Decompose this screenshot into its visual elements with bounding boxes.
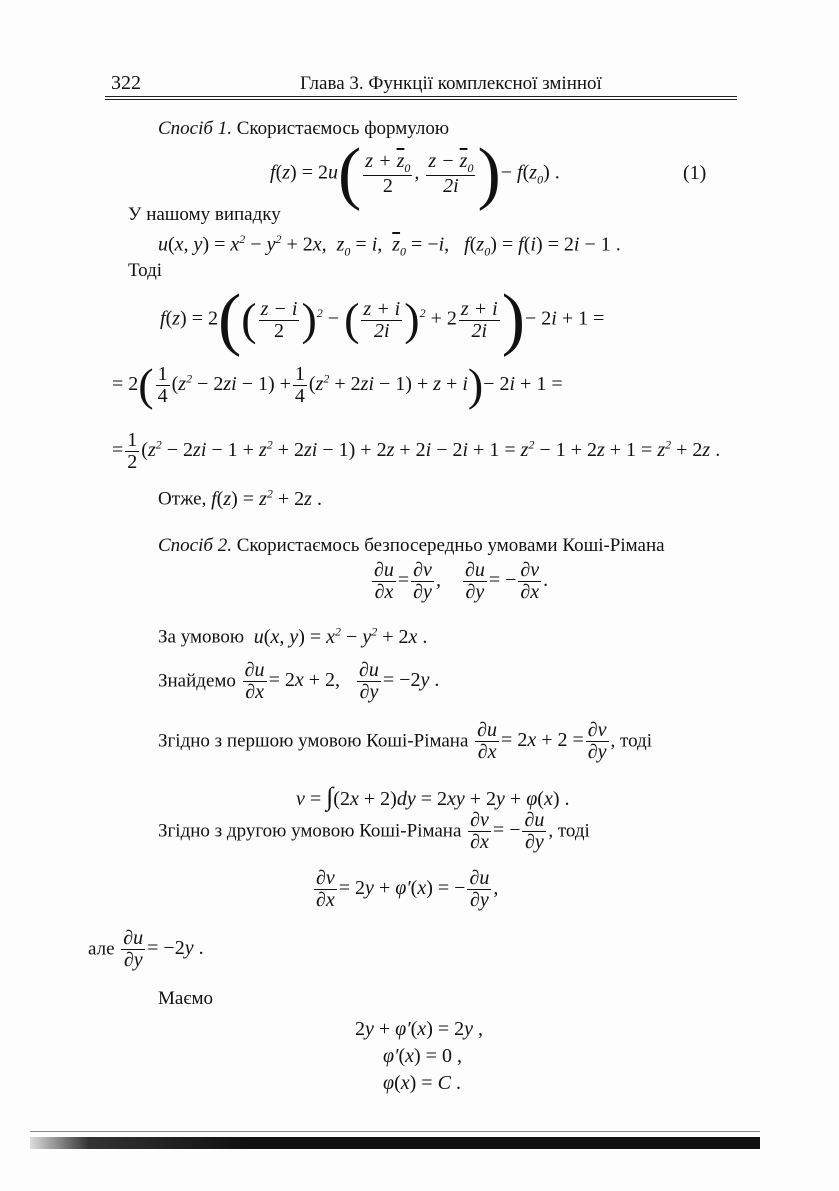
given-u: u(x, $y) = x^2 - y^2 + 2x$, $z_0 = i$, $\overline{z}_0 = -i$, $f(z_0) = f(i) = 2i - 1$ . [158, 232, 621, 259]
bottom-bar [30, 1137, 760, 1149]
second-condition-line: Згідно з другою умовою Коші-Рімана $\frac{\partial v}{\partial x}$ = − $\frac{\partial u}{\partial y}$ , тоді [158, 809, 590, 853]
page-number: 322 [111, 72, 141, 94]
then-text: Тоді [128, 260, 163, 281]
have-text: Маємо [158, 988, 214, 1009]
first-condition-text: Згідно з першою умовою Коші-Рімана [158, 730, 469, 752]
method2-heading [158, 535, 665, 557]
case-text: У нашому випадку [128, 204, 281, 225]
cauchy-riemann-equations: $\frac{\partial u}{\partial x}$ = $\frac{\partial v}{\partial y}$ , $\frac{\partial u}{\partial y}$ = − $\frac{\partial v}{\partial x}$ . [374, 559, 549, 603]
find-text: Знайдемо [158, 670, 236, 692]
method1-label: Спосіб 1. [158, 118, 232, 139]
header-rule-thin [105, 99, 737, 100]
find-line: Знайдемо $\frac{\partial u}{\partial x}$ = 2x + 2, $\frac{\partial u}{\partial y}$ = −2y . [158, 659, 440, 703]
result-line-1: 2y + φ′(x) = 2y , [355, 1018, 484, 1040]
method2-label: Спосіб 2. [158, 535, 232, 556]
first-then-text: , тоді [610, 730, 652, 752]
equation-number: (1) [683, 162, 707, 184]
bottom-rule [30, 1131, 760, 1132]
first-condition-line: Згідно з першою умовою Коші-Рімана $\frac{\partial u}{\partial x}$ = 2x + 2 = $\frac{\partial v}{\partial y}$ , тоді [158, 719, 652, 763]
therefore-text: Отже, [158, 488, 207, 510]
but-line: але $\frac{\partial u}{\partial y}$ = −2y . [88, 927, 204, 971]
but-text: але [88, 938, 115, 960]
second-condition-text: Згідно з другою умовою Коші-Рімана [158, 820, 462, 842]
method1-heading [158, 118, 449, 140]
derivation-line-3: = $\frac{1}{2}$ $(z^2 - 2zi - 1 + z^2 + 2zi - 1) + 2z + 2i - 2i + 1 = z^2 - 1 + 2z + 1 = z^2 + 2z$ . [112, 429, 721, 473]
result-line-3: φ(x) = C . [383, 1072, 461, 1094]
condition-line: За умовою u(x, $y) = x^2 - y^2 + 2x$ . [158, 624, 428, 648]
derivation-line-2: = 2( $\frac{1}{4}$ $(z^2 - 2zi - 1)$ + $\frac{1}{4}$ $(z^2 + 2zi - 1) + z + i)- 2i + 1$ = [112, 359, 563, 411]
derivation-line-1: f(z) = 2(( $\frac{z - i}{2}$ )$^2$ − ( $\frac{z + i}{2i}$ )$^2$ + 2 $\frac{z + i}{2i}$ )− 2i + 1 = [160, 281, 605, 358]
dv-dx-equation: $\frac{\partial v}{\partial x}$ = 2y + φ′(x) = − $\frac{\partial u}{\partial y}$ , [316, 867, 499, 911]
integral-v: v = ∫(2x + 2)dy = 2xy + 2y + φ(x) . [296, 782, 570, 811]
result-line-2: φ′(x) = 0 , [383, 1045, 462, 1067]
chapter-title: Глава 3. Функції комплексної змінної [300, 73, 602, 94]
header-rule [105, 96, 737, 97]
condition-text: За умовою [158, 626, 245, 648]
formula-1: f(z) = 2u( $\frac{z + \overline{z}_0}{2}$ , $\frac{z - \overline{z}_0}{2i}$ )− $f(z_0)$ . [270, 135, 560, 212]
method1-intro: Скористаємось формулою [236, 118, 450, 139]
second-then-text: , тоді [548, 820, 590, 842]
method2-intro: Скористаємось безпосередньо умовами Коші-Рімана [236, 535, 665, 556]
therefore-line: Отже, $f(z) = z^2 + 2z$ . [158, 486, 322, 510]
